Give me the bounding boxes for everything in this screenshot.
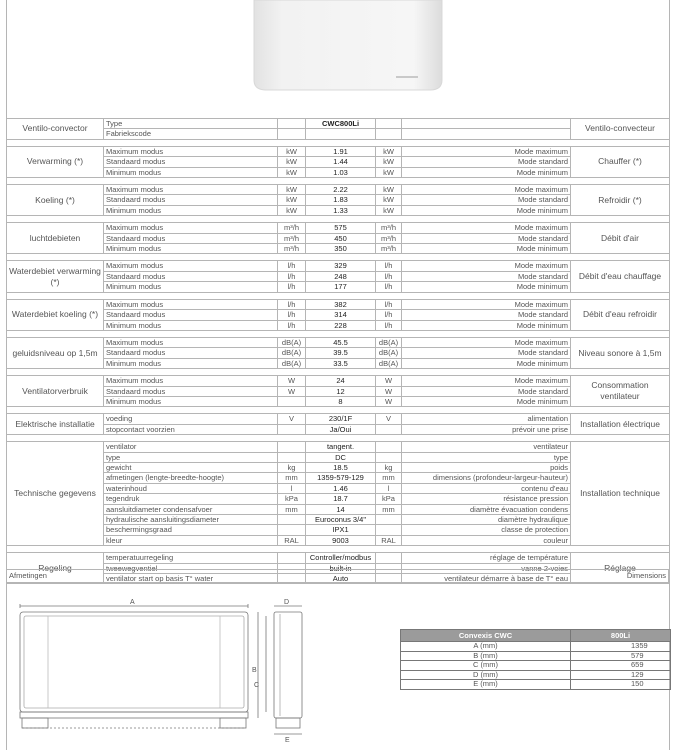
unit-fr: m³/h: [376, 244, 402, 254]
group-label-nl: Elektrische installatie: [7, 414, 104, 435]
dimension-table: [400, 629, 671, 690]
spec-row: [7, 129, 670, 139]
param-nl: kleur: [104, 535, 278, 545]
param-fr: Mode standard: [402, 157, 571, 167]
unit-nl: l/h: [278, 310, 306, 320]
value: 1.83: [306, 195, 376, 205]
unit-nl: [278, 129, 306, 139]
value: 45.5: [306, 337, 376, 347]
unit-nl: kW: [278, 185, 306, 195]
param-nl: afmetingen (lengte-breedte-hoogte): [104, 473, 278, 483]
unit-fr: RAL: [376, 535, 402, 545]
param-nl: Type: [104, 119, 278, 129]
unit-fr: l/h: [376, 320, 402, 330]
spec-row: [7, 504, 670, 514]
unit-fr: dB(A): [376, 337, 402, 347]
dimension-row: [401, 670, 671, 680]
param-nl: Standaard modus: [104, 271, 278, 281]
unit-fr: [376, 553, 402, 563]
group-label-nl: Koeling (*): [7, 185, 104, 216]
spec-row: [7, 442, 670, 452]
param-nl: Maximum modus: [104, 185, 278, 195]
group-spacer: [7, 546, 670, 553]
group-spacer: [7, 330, 670, 337]
value: 8: [306, 396, 376, 406]
unit-nl: m³/h: [278, 223, 306, 233]
dimension-name: E (mm): [401, 680, 571, 690]
param-nl: ventilator start op basis T° water: [104, 574, 278, 584]
unit-nl: dB(A): [278, 358, 306, 368]
unit-fr: l/h: [376, 299, 402, 309]
param-fr: Mode maximum: [402, 261, 571, 271]
group-label-fr: Débit d'eau refroidir: [571, 299, 670, 330]
spec-row: [7, 271, 670, 281]
label-a: A: [130, 599, 135, 606]
unit-nl: l/h: [278, 261, 306, 271]
unit-fr: l: [376, 483, 402, 493]
unit-nl: V: [278, 414, 306, 424]
unit-nl: [278, 442, 306, 452]
param-nl: Maximum modus: [104, 299, 278, 309]
unit-nl: [278, 396, 306, 406]
group-label-nl: Ventilatorverbruik: [7, 376, 104, 407]
param-nl: Minimum modus: [104, 205, 278, 215]
dimension-row: [401, 661, 671, 671]
spec-row: [7, 376, 670, 386]
spec-row: [7, 167, 670, 177]
value: 248: [306, 271, 376, 281]
value: 177: [306, 282, 376, 292]
unit-fr: kW: [376, 185, 402, 195]
param-fr: Mode standard: [402, 310, 571, 320]
spec-row: [7, 473, 670, 483]
spec-row: [7, 205, 670, 215]
param-nl: Minimum modus: [104, 358, 278, 368]
unit-fr: dB(A): [376, 358, 402, 368]
label-b: B: [252, 667, 257, 674]
param-fr: Mode minimum: [402, 205, 571, 215]
param-nl: Minimum modus: [104, 282, 278, 292]
param-nl: Fabriekscode: [104, 129, 278, 139]
param-fr: Mode minimum: [402, 358, 571, 368]
spec-row: [7, 310, 670, 320]
unit-fr: [376, 452, 402, 462]
unit-nl: [278, 553, 306, 563]
unit-nl: l/h: [278, 271, 306, 281]
value: 33.5: [306, 358, 376, 368]
group-label-nl: Technische gegevens: [7, 442, 104, 546]
group-label-fr: Niveau sonore à 1,5m: [571, 337, 670, 368]
spec-row: [7, 358, 670, 368]
param-nl: Standaard modus: [104, 157, 278, 167]
unit-nl: l/h: [278, 320, 306, 330]
unit-fr: [376, 424, 402, 434]
value: 2.22: [306, 185, 376, 195]
value: IPX1: [306, 525, 376, 535]
param-fr: réglage de température: [402, 553, 571, 563]
dimension-table-header-model: 800Li: [571, 630, 671, 642]
label-e: E: [285, 737, 290, 744]
group-label-fr: Chauffer (*): [571, 146, 670, 177]
unit-nl: [278, 424, 306, 434]
unit-fr: l/h: [376, 271, 402, 281]
unit-fr: [376, 442, 402, 452]
group-label-nl: Ventilo-convector: [7, 119, 104, 140]
group-spacer: [7, 216, 670, 223]
group-spacer: [7, 292, 670, 299]
param-fr: dimensions (profondeur-largeur-hauteur): [402, 473, 571, 483]
param-nl: Minimum modus: [104, 167, 278, 177]
dimension-row: [401, 680, 671, 690]
unit-nl: l: [278, 483, 306, 493]
value: tangent.: [306, 442, 376, 452]
group-spacer: [7, 435, 670, 442]
value: 1.44: [306, 157, 376, 167]
unit-fr: W: [376, 376, 402, 386]
value: 1.46: [306, 483, 376, 493]
group-label-fr: Refroidir (*): [571, 185, 670, 216]
param-nl: Minimum modus: [104, 244, 278, 254]
value: CWC800Li: [306, 119, 376, 129]
unit-nl: mm: [278, 504, 306, 514]
param-fr: ventilateur démarre à base de T° eau: [402, 574, 571, 584]
dimension-drawing: [8, 592, 308, 750]
unit-fr: l/h: [376, 310, 402, 320]
unit-fr: l/h: [376, 261, 402, 271]
value: 12: [306, 386, 376, 396]
unit-fr: W: [376, 396, 402, 406]
param-nl: Standaard modus: [104, 348, 278, 358]
group-spacer: [7, 139, 670, 146]
unit-fr: kW: [376, 205, 402, 215]
spec-row: [7, 337, 670, 347]
spec-row: [7, 424, 670, 434]
value: Controller/modbus: [306, 553, 376, 563]
dimension-name: A (mm): [401, 642, 571, 652]
dimensions-label-fr: Dimensions: [626, 571, 666, 580]
unit-nl: l/h: [278, 299, 306, 309]
spec-row: [7, 462, 670, 472]
param-fr: couleur: [402, 535, 571, 545]
param-fr: Mode standard: [402, 195, 571, 205]
unit-nl: m³/h: [278, 233, 306, 243]
value: 39.5: [306, 348, 376, 358]
param-fr: [402, 119, 571, 129]
unit-nl: kPa: [278, 494, 306, 504]
unit-nl: W: [278, 376, 306, 386]
param-fr: diamètre hydraulique: [402, 515, 571, 525]
label-c: C: [254, 682, 260, 689]
spec-row: [7, 515, 670, 525]
unit-fr: mm: [376, 504, 402, 514]
spec-row: [7, 535, 670, 545]
unit-nl: kW: [278, 146, 306, 156]
value: 314: [306, 310, 376, 320]
spec-row: [7, 553, 670, 563]
spec-row: [7, 414, 670, 424]
spec-row: [7, 386, 670, 396]
spec-row: [7, 525, 670, 535]
group-spacer: [7, 254, 670, 261]
spec-row: [7, 396, 670, 406]
spec-row: [7, 483, 670, 493]
unit-nl: kW: [278, 157, 306, 167]
value: 350: [306, 244, 376, 254]
unit-fr: [376, 525, 402, 535]
param-fr: Mode minimum: [402, 320, 571, 330]
param-nl: type: [104, 452, 278, 462]
param-fr: Mode maximum: [402, 299, 571, 309]
param-nl: hydraulische aansluitingsdiameter: [104, 515, 278, 525]
param-nl: voeding: [104, 414, 278, 424]
param-fr: Mode maximum: [402, 185, 571, 195]
unit-nl: [278, 119, 306, 129]
param-nl: Standaard modus: [104, 386, 278, 396]
spec-row: [7, 282, 670, 292]
param-nl: aansluitdiameter condensafvoer: [104, 504, 278, 514]
unit-fr: kW: [376, 146, 402, 156]
param-fr: Mode minimum: [402, 167, 571, 177]
param-nl: Maximum modus: [104, 337, 278, 347]
param-nl: Standaard modus: [104, 233, 278, 243]
spec-row: [7, 146, 670, 156]
spec-row: [7, 195, 670, 205]
unit-fr: [376, 129, 402, 139]
specification-table: [6, 118, 670, 584]
value: 9003: [306, 535, 376, 545]
unit-nl: dB(A): [278, 348, 306, 358]
unit-nl: [278, 452, 306, 462]
group-label-fr: Installation technique: [571, 442, 670, 546]
param-fr: prévoir une prise: [402, 424, 571, 434]
unit-fr: [376, 119, 402, 129]
param-fr: Mode maximum: [402, 223, 571, 233]
group-spacer: [7, 407, 670, 414]
param-nl: temperatuurregeling: [104, 553, 278, 563]
unit-fr: kPa: [376, 494, 402, 504]
param-fr: diamètre évacuation condens: [402, 504, 571, 514]
spec-row: [7, 233, 670, 243]
unit-nl: kg: [278, 462, 306, 472]
value: 329: [306, 261, 376, 271]
spec-row: [7, 299, 670, 309]
param-nl: Maximum modus: [104, 146, 278, 156]
unit-fr: kW: [376, 195, 402, 205]
dimensions-label-nl: Afmetingen: [9, 571, 47, 580]
unit-fr: l/h: [376, 282, 402, 292]
dimension-value: 129: [571, 670, 671, 680]
value: 1.91: [306, 146, 376, 156]
param-nl: Minimum modus: [104, 320, 278, 330]
dimension-value: 150: [571, 680, 671, 690]
param-nl: Standaard modus: [104, 195, 278, 205]
group-label-fr: Consommation ventilateur: [571, 376, 670, 407]
product-photo: [250, 0, 446, 92]
unit-nl: kW: [278, 167, 306, 177]
unit-nl: mm: [278, 473, 306, 483]
group-label-fr: Installation électrique: [571, 414, 670, 435]
unit-nl: l/h: [278, 282, 306, 292]
param-nl: Standaard modus: [104, 310, 278, 320]
param-nl: beschermingsgraad: [104, 525, 278, 535]
param-fr: alimentation: [402, 414, 571, 424]
spec-row: [7, 320, 670, 330]
value: Ja/Oui: [306, 424, 376, 434]
value: 1.03: [306, 167, 376, 177]
unit-fr: kW: [376, 157, 402, 167]
param-nl: stopcontact voorzien: [104, 424, 278, 434]
unit-nl: [278, 515, 306, 525]
value: 1359-579-129: [306, 473, 376, 483]
param-nl: waterinhoud: [104, 483, 278, 493]
param-fr: ventilateur: [402, 442, 571, 452]
group-label-nl: Waterdebiet verwarming (*): [7, 261, 104, 292]
value: 575: [306, 223, 376, 233]
dimension-value: 1359: [571, 642, 671, 652]
value: built-in: [306, 563, 376, 573]
dimensions-header: [6, 569, 669, 583]
value: 14: [306, 504, 376, 514]
unit-fr: m³/h: [376, 223, 402, 233]
group-label-nl: luchtdebieten: [7, 223, 104, 254]
unit-nl: kW: [278, 205, 306, 215]
dimension-value: 659: [571, 661, 671, 671]
spec-row: [7, 119, 670, 129]
param-fr: Mode maximum: [402, 337, 571, 347]
value: 1.33: [306, 205, 376, 215]
dimension-row: [401, 651, 671, 661]
unit-nl: RAL: [278, 535, 306, 545]
spec-row: [7, 452, 670, 462]
value: 450: [306, 233, 376, 243]
spec-row: [7, 261, 670, 271]
unit-fr: kg: [376, 462, 402, 472]
dimension-name: C (mm): [401, 661, 571, 671]
param-fr: poids: [402, 462, 571, 472]
group-label-fr: Réglage: [571, 553, 670, 584]
param-nl: Maximum modus: [104, 223, 278, 233]
param-fr: Mode standard: [402, 233, 571, 243]
param-nl: Maximum modus: [104, 261, 278, 271]
group-label-nl: Regeling: [7, 553, 104, 584]
value: 382: [306, 299, 376, 309]
value: 18.7: [306, 494, 376, 504]
value: Auto: [306, 574, 376, 584]
param-fr: vanne 2-voies: [402, 563, 571, 573]
unit-fr: mm: [376, 473, 402, 483]
param-fr: Mode maximum: [402, 376, 571, 386]
param-fr: type: [402, 452, 571, 462]
unit-nl: kW: [278, 195, 306, 205]
param-fr: Mode minimum: [402, 282, 571, 292]
unit-fr: W: [376, 386, 402, 396]
unit-nl: dB(A): [278, 337, 306, 347]
dimension-row: [401, 642, 671, 652]
dimension-value: 579: [571, 651, 671, 661]
dimension-table-header-name: Convexis CWC: [401, 630, 571, 642]
param-fr: classe de protection: [402, 525, 571, 535]
unit-fr: [376, 515, 402, 525]
unit-fr: m³/h: [376, 233, 402, 243]
param-fr: Mode maximum: [402, 146, 571, 156]
param-fr: Mode standard: [402, 348, 571, 358]
param-fr: contenu d'eau: [402, 483, 571, 493]
value: 230/1F: [306, 414, 376, 424]
dimension-name: B (mm): [401, 651, 571, 661]
spec-row: [7, 223, 670, 233]
param-nl: ventilator: [104, 442, 278, 452]
spec-row: [7, 494, 670, 504]
unit-nl: W: [278, 386, 306, 396]
group-label-nl: Verwarming (*): [7, 146, 104, 177]
group-spacer: [7, 178, 670, 185]
value: Euroconus 3/4": [306, 515, 376, 525]
param-fr: Mode minimum: [402, 396, 571, 406]
unit-fr: V: [376, 414, 402, 424]
param-fr: résistance pression: [402, 494, 571, 504]
unit-nl: m³/h: [278, 244, 306, 254]
unit-fr: dB(A): [376, 348, 402, 358]
value: 18.5: [306, 462, 376, 472]
group-label-fr: Débit d'air: [571, 223, 670, 254]
param-fr: Mode standard: [402, 271, 571, 281]
param-nl: Maximum modus: [104, 376, 278, 386]
group-label-nl: geluidsniveau op 1,5m: [7, 337, 104, 368]
spec-row: [7, 185, 670, 195]
unit-fr: kW: [376, 167, 402, 177]
value: 228: [306, 320, 376, 330]
param-nl: tegendruk: [104, 494, 278, 504]
spec-row: [7, 244, 670, 254]
label-d: D: [284, 599, 290, 606]
param-nl: tweewegventiel: [104, 563, 278, 573]
group-spacer: [7, 369, 670, 376]
param-fr: Mode minimum: [402, 244, 571, 254]
spec-row: [7, 348, 670, 358]
group-label-nl: Waterdebiet koeling (*): [7, 299, 104, 330]
group-label-fr: Débit d'eau chauffage: [571, 261, 670, 292]
dimension-name: D (mm): [401, 670, 571, 680]
param-nl: gewicht: [104, 462, 278, 472]
value: 24: [306, 376, 376, 386]
spec-row: [7, 157, 670, 167]
value: [306, 129, 376, 139]
group-label-fr: Ventilo-convecteur: [571, 119, 670, 140]
param-fr: Mode standard: [402, 386, 571, 396]
param-nl: Minimum modus: [104, 396, 278, 406]
unit-nl: [278, 525, 306, 535]
value: DC: [306, 452, 376, 462]
param-fr: [402, 129, 571, 139]
